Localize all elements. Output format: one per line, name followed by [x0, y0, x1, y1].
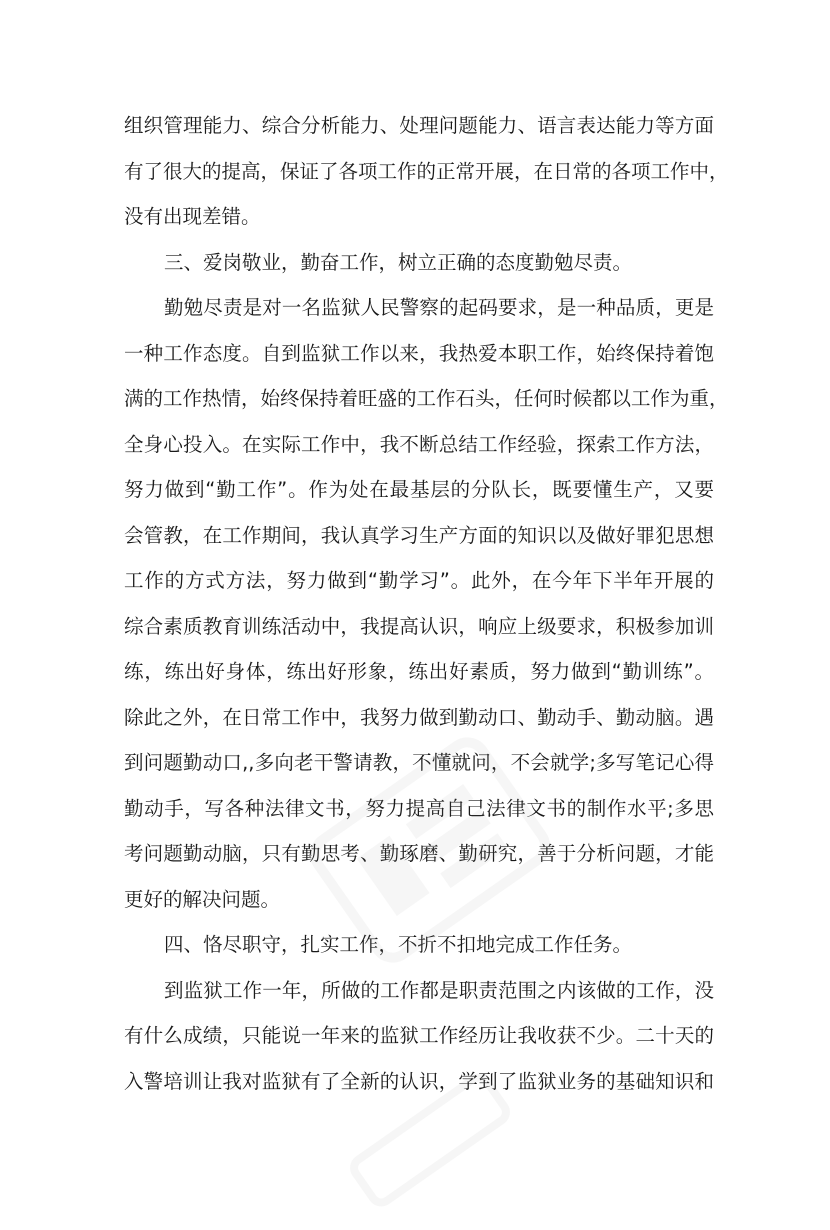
text-line: 工作的方式方法，努力做到“勤学习”。此外，在今年下半年开展的: [124, 569, 714, 592]
section-heading-4: 四、恪尽职守，扎实工作，不折不扣地完成工作任务。: [164, 933, 633, 956]
document-body: [124, 103, 729, 1104]
text-line: 除此之外，在日常工作中，我努力做到勤动口、勤动手、勤动脑。遇: [124, 705, 714, 729]
text-line: 有了很大的提高，保证了各项工作的正常开展，在日常的各项工作中，: [124, 159, 729, 183]
text-line: 组织管理能力、综合分析能力、处理问题能力、语言表达能力等方面: [124, 114, 714, 137]
text-line: 考问题勤动脑，只有勤思考、勤琢磨、勤研究，善于分析问题，才能: [124, 842, 714, 865]
text-line: 会管教，在工作期间，我认真学习生产方面的知识以及做好罪犯思想: [124, 523, 714, 547]
text-line: 综合素质教育训练活动中，我提高认识，响应上级要求，积极参加训: [124, 614, 714, 638]
section-heading-3: 三、爱岗敬业，勤奋工作，树立正确的态度勤勉尽责。: [164, 250, 633, 274]
text-line: 满的工作热情，始终保持着旺盛的工作石头，任何时候都以工作为重，: [124, 387, 729, 410]
text-line: 勤勉尽责是对一名监狱人民警察的起码要求，是一种品质，更是: [164, 296, 714, 319]
text-line: 有什么成绩，只能说一年来的监狱工作经历让我收获不少。二十天的: [124, 1024, 714, 1047]
text-line: 更好的解决问题。: [124, 887, 281, 911]
text-line: 到问题勤动口,,多向老干警请教，不懂就问，不会就学;多写笔记心得: [124, 751, 714, 774]
text-line: 全身心投入。在实际工作中，我不断总结工作经验，探索工作方法，: [124, 432, 714, 456]
text-line: 入警培训让我对监狱有了全新的认识，学到了监狱业务的基础知识和: [124, 1069, 714, 1093]
text-line: 练，练出好身体，练出好形象，练出好素质，努力做到“勤训练”。: [124, 660, 714, 683]
text-line: 努力做到“勤工作”。作为处在最基层的分队长，既要懂生产，又要: [124, 478, 714, 501]
text-line: 勤动手，写各种法律文书，努力提高自己法律文书的制作水平;多思: [124, 796, 714, 820]
text-line: 一种工作态度。自到监狱工作以来，我热爱本职工作，始终保持着饱: [124, 341, 714, 365]
text-line: 到监狱工作一年，所做的工作都是职责范围之内该做的工作，没: [164, 978, 714, 1002]
text-line: 没有出现差错。: [124, 205, 261, 228]
